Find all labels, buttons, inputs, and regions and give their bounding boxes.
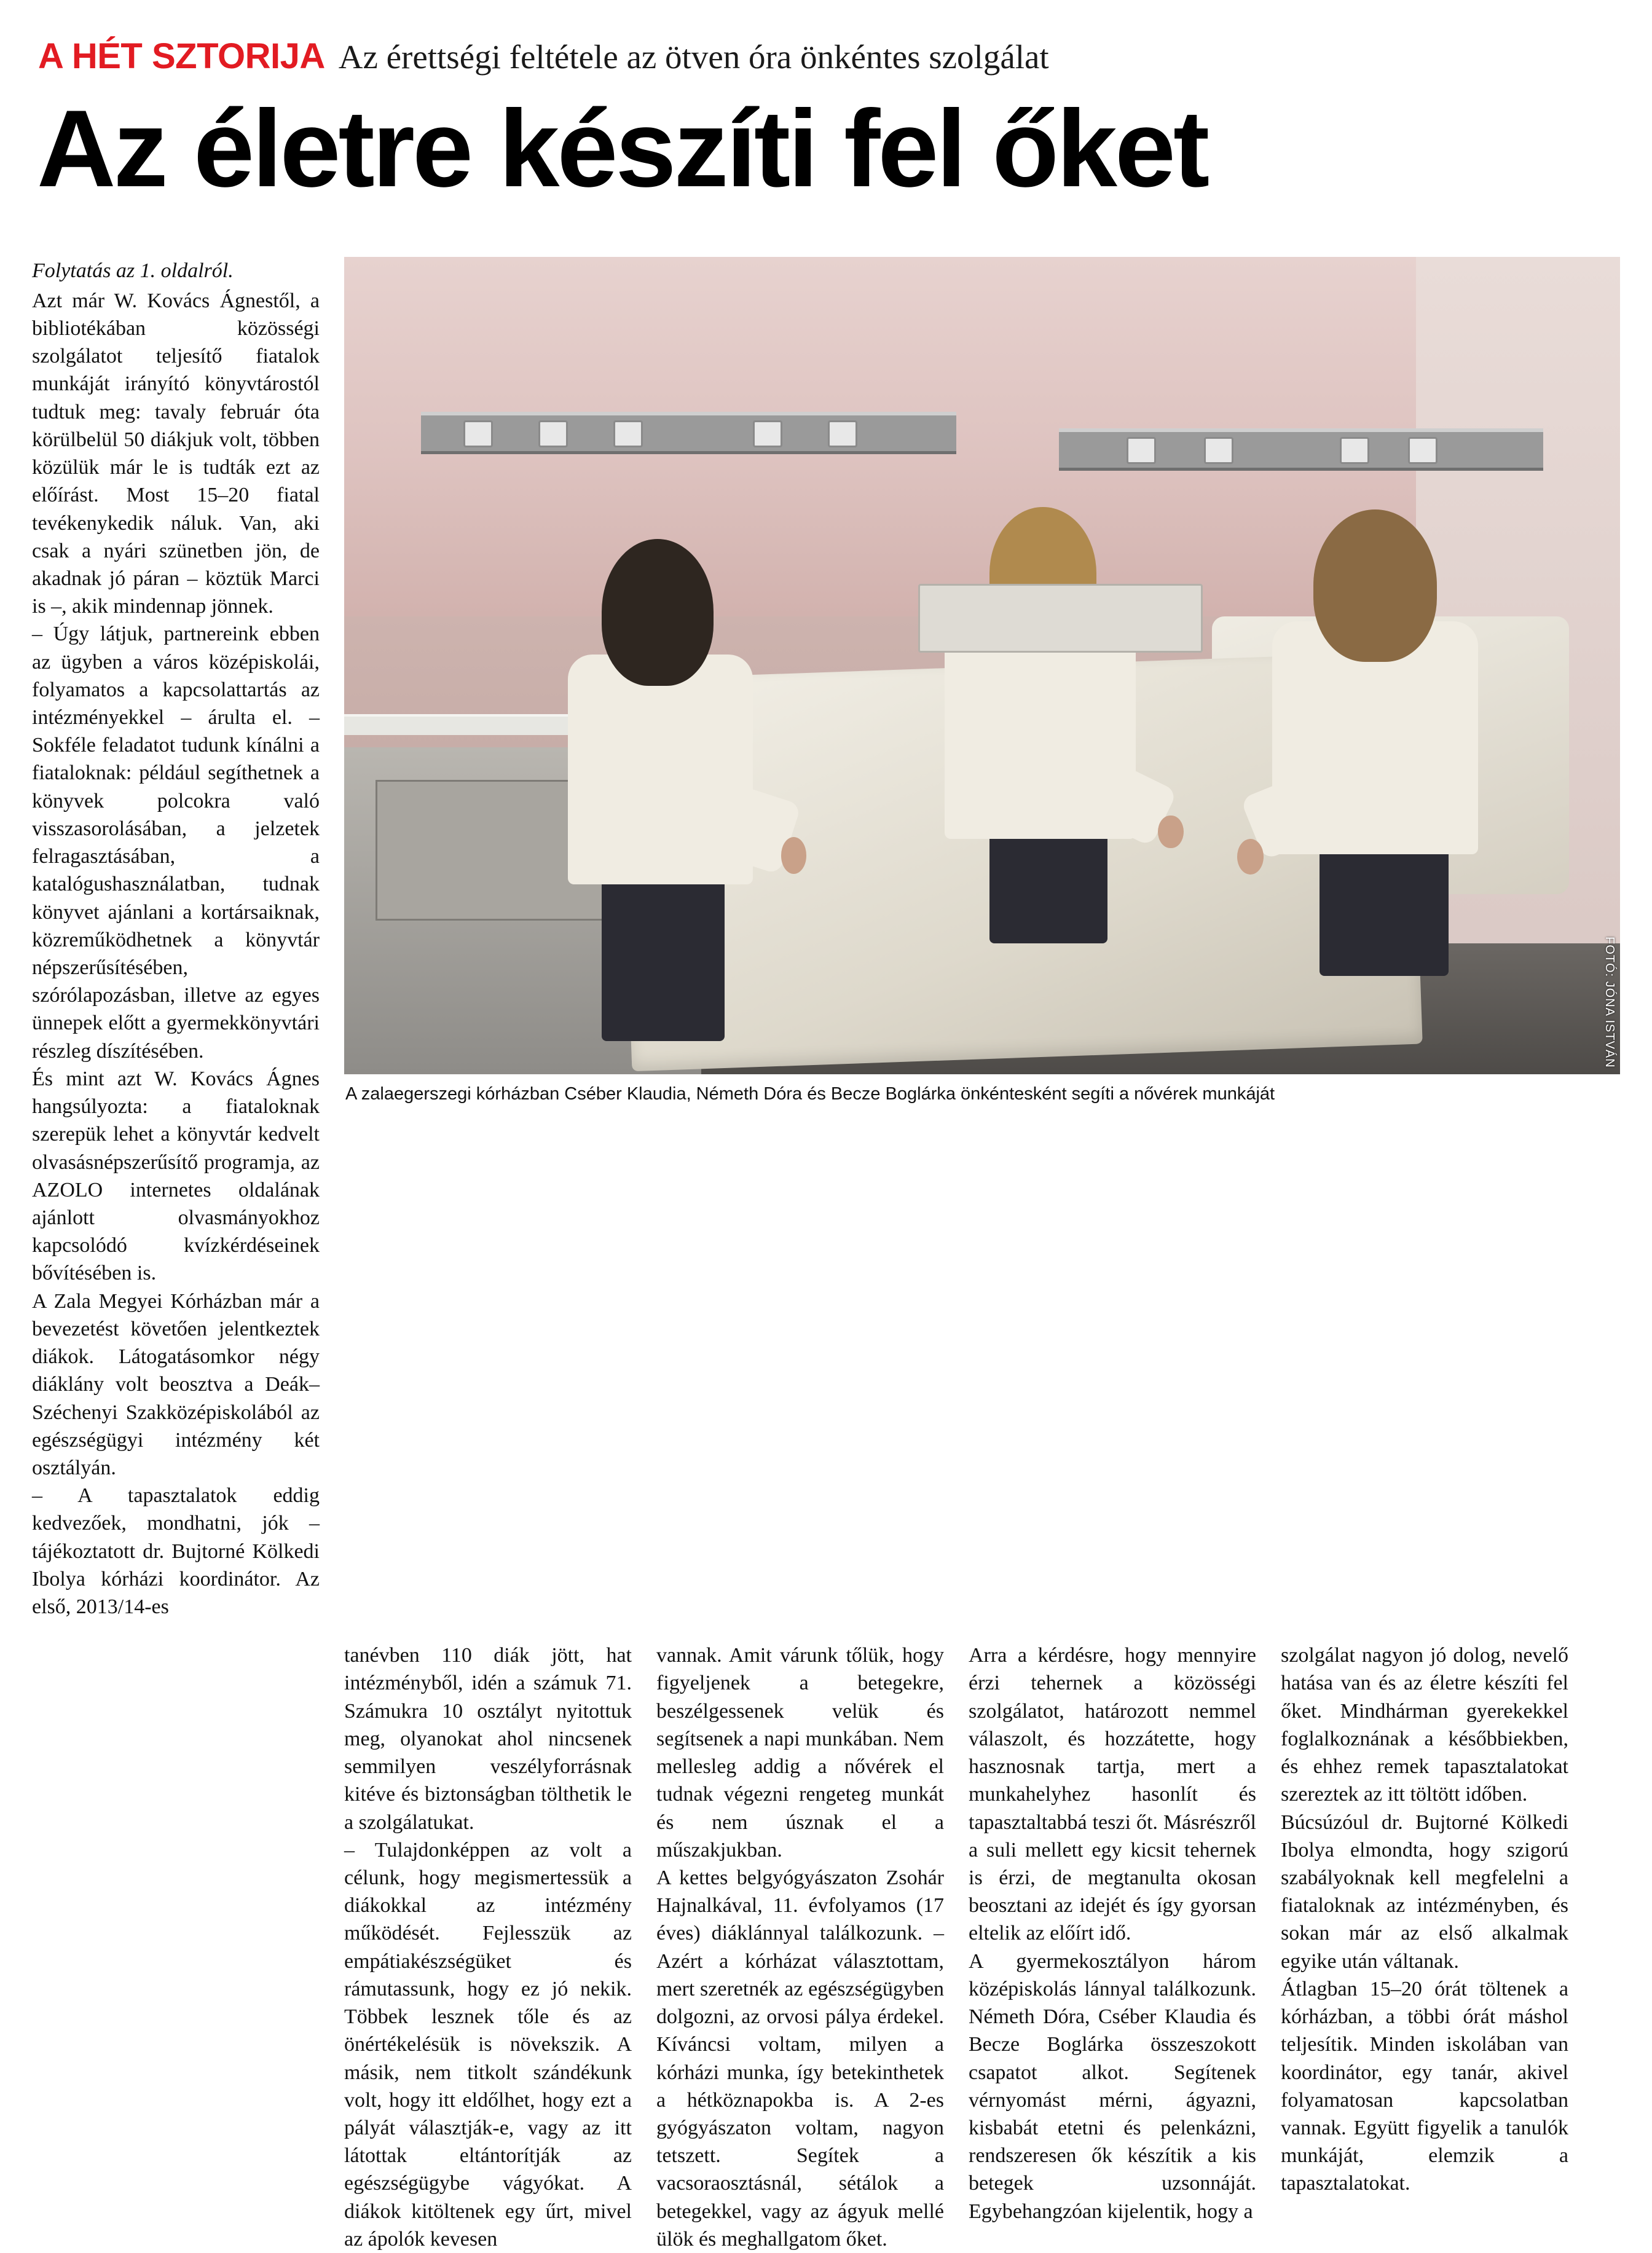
paragraph: Búcsúzóul dr. Bujtorné Kölkedi Ibolya elmondta, hogy szigorú szabályoknak kell megfelelni a fiataloknak az intézményben, és sokan már az első alkalmak egyike után váltanak. [1281,1811,1568,1973]
power-socket-icon [828,420,857,447]
tray [918,584,1203,653]
legs [602,863,725,1041]
volunteer-person [1237,469,1530,976]
paragraph: Arra a kérdésre, hogy mennyire érzi tehernek a közösségi szolgálatot, határozott nemmel válaszolt, és hozzátette, hogy hasznosnak tartja, mert a munkahelyhez hasonlít és tapasztaltabbá teszi őt. Másrészről a suli mellett egy kicsit tehernek is érzi, de megtanulta okosan beosztani az idejét és így gyorsan eltelik az előírt idő. [969,1644,1256,1945]
kicker-label: A HÉT SZTORIJA [38,36,325,76]
hair [1313,509,1437,661]
hand [1237,839,1264,875]
paragraph: A gyermekosztályon három középiskolás lánnyal találkozunk. Németh Dóra, Cséber Klaudia és Becze Boglárka összeszokott csapatot alkot. Segítenek vérnyomást mérni, ágyazni, kisbabát etetni és pelenkázni, rendszeresen ők készítik a kis betegek uzsonnáját. Egybehangzóan kijelentik, hogy a [969,1949,1256,2223]
paragraph: Azt már W. Kovács Ágnestől, a bibliotékában közösségi szolgálatot teljesítő fiatalok munkáját irányító könyvtárostól tudtuk meg: tavaly február óta körülbelül 50 diákjuk volt, többen közülük már le is tudták ezt az előírást. Most 15–20 fiatal tevékenykedik náluk. Van, aki csak a nyári szünetben jön, de akadnak jó páran – köztük Marci is –, akik mindennap jönnek. [32,289,320,618]
article-column-5 [1281,1642,1568,2253]
hand [1158,816,1183,849]
article-column-1 [32,257,320,1621]
power-socket-icon [1204,437,1233,464]
paragraph: szolgálat nagyon jó dolog, nevelő hatása van és az életre készíti fel őket. Mindhárman gyerekekkel foglalkoznának a későbbiekben, és ehhez remek tapasztalatokat szereztek az itt töltött időben. [1281,1644,1568,1806]
power-socket-icon [1340,437,1369,464]
volunteer-person [905,469,1186,943]
paragraph: – Tulajdonképpen az volt a célunk, hogy megismertessük a diákokkal az intézmény működését. Fejlesszük az empátiakészségüket és rámutassunk, hogy ez jó nekik. Többek lesznek tőle és az önértékelésük is növekszik. A másik, nem titkolt szándékunk volt, hogy itt eldőlhet, hogy ezt a pályát választják-e, vagy az itt látottak eltántorítják az egészségügybe vágyókat. A diákok kitöltenek egy űrt, mivel az ápolók kevesen [344,1838,632,2251]
legs [1320,834,1449,976]
photo-block [344,257,1620,1621]
article-column-4 [969,1642,1256,2253]
photo-credit: FOTÓ: JÓNA ISTVÁN [1603,936,1616,1068]
hand [781,837,806,874]
wall-socket-rail [1059,428,1544,471]
hair [602,539,714,685]
wall-socket-rail [421,412,957,454]
paragraph: Átlagban 15–20 órát töltenek a kórházban, a többi órát máshol teljesítik. Minden iskolában van koordinátor, egy tanár, akivel folyamatosan kapcsolatban vannak. Együtt figyelik a tanulók munkáját, elemzik a tapasztalatokat. [1281,1977,1568,2195]
article-column-3 [656,1642,944,2253]
paragraph: – Úgy látjuk, partnereink ebben az ügyben a város középiskolái, folyamatos a kapcsolattartás az intézményekkel – árulta el. – Sokféle feladatot tudunk kínálni a fiataloknak: például segíthetnek a könyvek polcokra való visszasorolásában, a jelzetek felragasztásában, a katalógushasználatban, tudnak könyvet ajánlani a kortársaiknak, közreműködhetnek a könyvtár népszerűsítésében, szórólapozásban, illetve az egyes ünnepek előtt a gyermekkönyvtári részleg díszítésében. [32,623,320,1063]
paragraph: És mint azt W. Kovács Ágnes hangsúlyozta: a fiataloknak szerepük lehet a könyvtár kedvelt olvasásnépszerűsítő programja, az AZOLO internetes oldalának ajánlott olvasmányokhoz kapcsolódó kvízkérdéseinek bővítésében is. [32,1067,320,1285]
power-socket-icon [753,420,782,447]
power-socket-icon [1408,437,1438,464]
power-socket-icon [463,420,493,447]
power-socket-icon [613,420,643,447]
paragraph: vannak. Amit várunk tőlük, hogy figyeljenek a betegekre, beszélgessenek velük és segítsenek a napi munkában. Nem mellesleg addig a nővérek el tudnak végezni rengeteg munkát és nem úsznak el a műszakjukban. [656,1644,944,1862]
article-photo [344,257,1620,1074]
lower-section [32,1642,1620,2253]
kicker-subtitle: Az érettségi feltétele az ötven óra önkéntes szolgálat [338,38,1049,76]
paragraph: – A tapasztalatok eddig kedvezőek, mondhatni, jók – tájékoztatott dr. Bujtorné Kölkedi Ibolya kórházi koordinátor. Az első, 2013/14-es [32,1484,320,1619]
photo-scene [344,257,1620,1074]
paragraph: A Zala Megyei Kórházban már a bevezetést követően jelentkeztek diákok. Látogatásomkor négy diáklány volt beosztva a Deák–Széchenyi Szakközépiskolából az egészségügyi intézmény két osztályán. [32,1289,320,1479]
volunteer-person [523,518,804,1041]
article-column-2 [344,1642,632,2253]
kicker [32,36,1620,77]
power-socket-icon [1127,437,1156,464]
continuation-note: Folytatás az 1. oldalról. [32,259,234,282]
upper-section [32,257,1620,1621]
photo-caption: A zalaegerszegi kórházban Cséber Klaudia, Németh Dóra és Becze Boglárka önkéntesként segíti a nővérek munkáját [345,1083,1275,1104]
page-title: Az életre készíti fel őket [37,87,1208,210]
power-socket-icon [538,420,568,447]
paragraph: A kettes belgyógyászaton Zsohár Hajnalkával, 11. évfolyamos (17 éves) diáklánnyal találkozunk. – Azért a kórházat választottam, mert szeretnék az egészségügyben dolgozni, az orvosi pálya érdekel. Kíváncsi voltam, milyen a kórházi munka, így betekinthetek a hétköznapokba is. A 2-es gyógyászaton voltam, nagyon tetszett. Segítek a vacsoraosztásnál, sétálok a betegekkel, vagy az ágyuk mellé ülök és meghallgatom őket. [656,1866,944,2251]
paragraph: tanévben 110 diák jött, hat intézményből, idén a számuk 71. Számukra 10 osztályt nyitottuk meg, olyanokat ahol nincsenek semmilyen veszélyforrásnak kitéve és biztonságban tölthetik le a szolgálatukat. [344,1644,632,1834]
